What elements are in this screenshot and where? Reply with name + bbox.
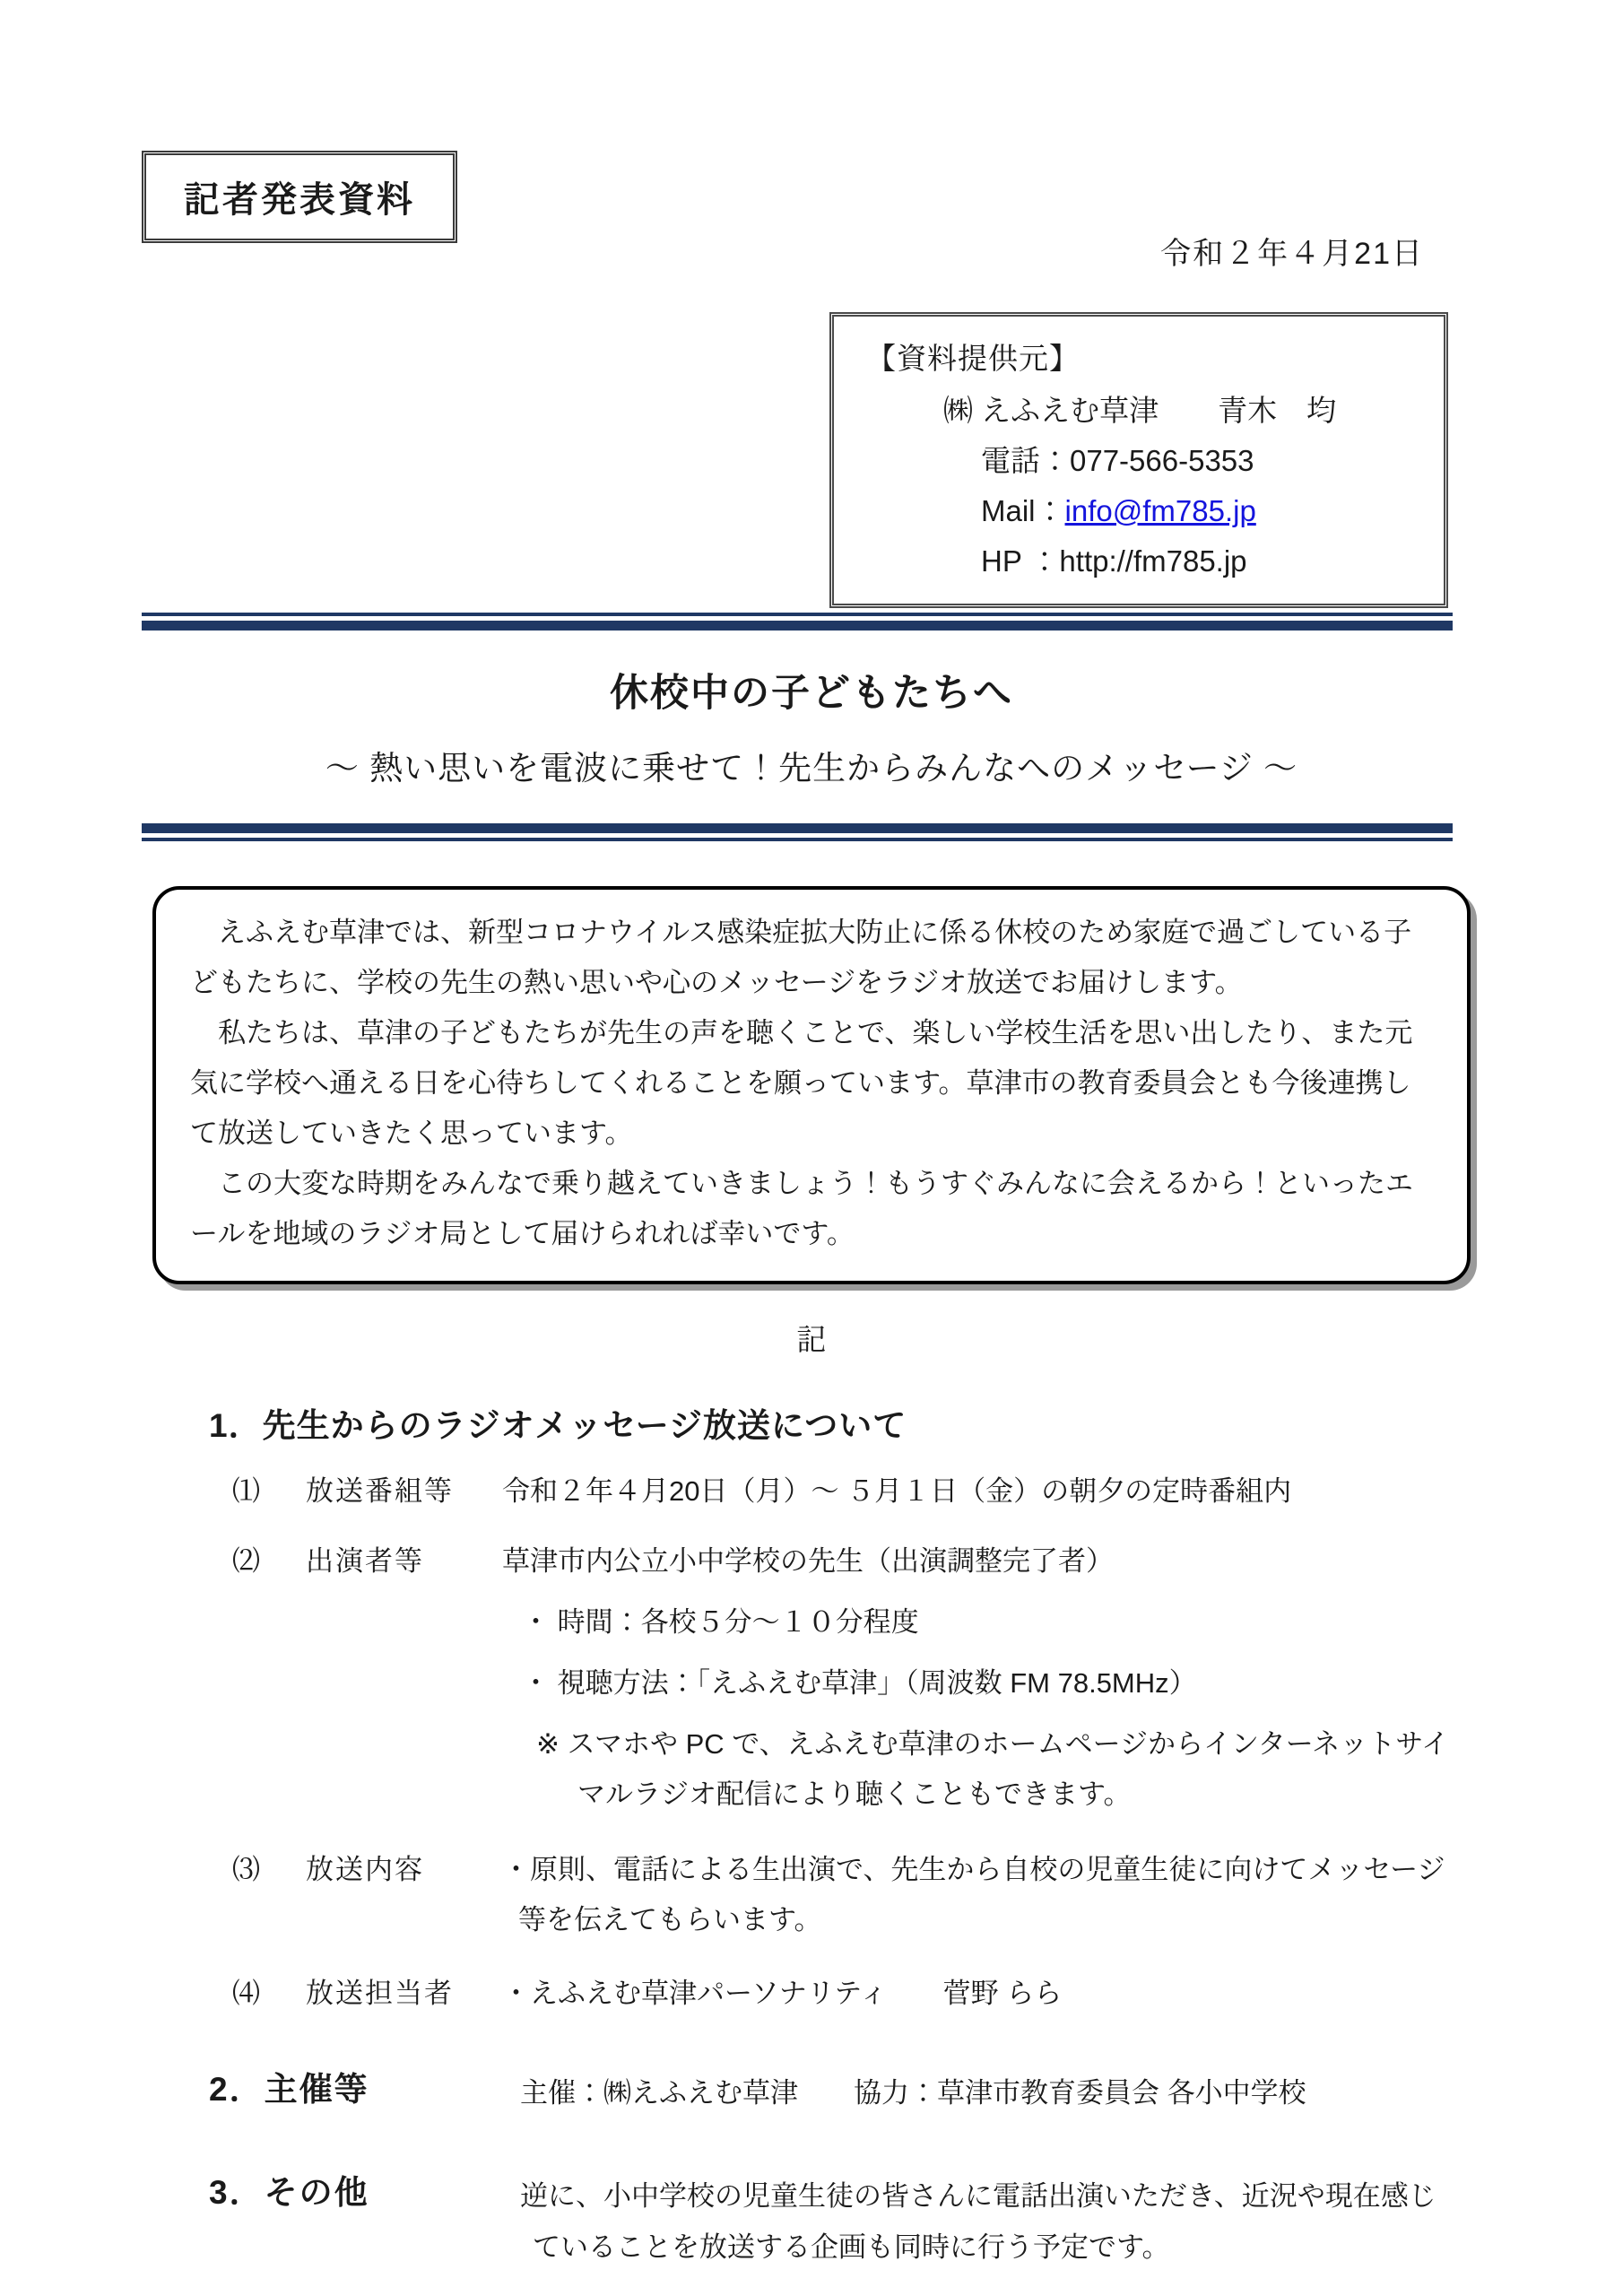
note-line-simulradio: ※ スマホや PC で、えふえむ草津のホームページからインターネットサイマルラジオ配信により聴くこともできます。: [536, 1728, 1450, 1810]
press-stamp-box: [142, 151, 457, 243]
item-row-broadcast-program: [232, 1466, 1453, 1517]
summary-paragraph-1: えふえむ草津では、新型コロナウイルス感染症拡大防止に係る休校のため家庭で過ごしている子どもたちに、学校の先生の熱い思いや心のメッセージをラジオ放送でお届けします。: [190, 917, 1412, 998]
bullet-line-how-to-listen: ・ 視聴方法：「えふえむ草津」（周波数 FM 78.5MHz）: [522, 1667, 1197, 1699]
item-row-broadcast-content: [232, 1845, 1453, 1945]
provider-tel: 電話：077-566-5353: [981, 444, 1254, 477]
item-label: 出演者等: [306, 1545, 424, 1577]
item-value: ・原則、電話による生出演で、先生から自校の児童生徒に向けてメッセージ等を伝えてもらいます。: [502, 1854, 1445, 1935]
item-row-broadcast-personality: [232, 1969, 1453, 2019]
item-label: 放送番組等: [306, 1475, 454, 1507]
hp-url: http://fm785.jp: [1059, 544, 1247, 578]
section1-heading: 1．先生からのラジオメッセージ放送について: [209, 1407, 907, 1444]
mail-link[interactable]: info@fm785.jp: [1064, 494, 1256, 527]
provider-hp-row: [981, 539, 1426, 584]
item-value-line: 草津市内公立小中学校の先生（出演調整完了者）: [502, 1545, 1114, 1577]
summary-paragraph-3: この大変な時期をみんなで乗り越えていきましょう！もうすぐみんなに会えるから！といったエールを地域のラジオ局として届けられれば幸いです。: [190, 1168, 1413, 1249]
summary-paragraph-2: 私たちは、草津の子どもたちが先生の声を聴くことで、楽しい学校生活を思い出したり、また元気に学校へ通える日を心待ちしてくれることを願っています。草津市の教育委員会とも今後連携して放送していきたく思っています。: [190, 1017, 1413, 1149]
provider-company: ㈱ えふえむ草津 青木 均: [943, 394, 1337, 427]
press-stamp-label: 記者発表資料: [184, 180, 415, 220]
provider-box: [829, 312, 1448, 608]
section3-heading: 3．その他: [209, 2174, 369, 2211]
item-number: ⑶: [232, 1854, 260, 1885]
page-title: 休校中の子どもたちへ: [610, 672, 1013, 715]
date-text: 令和２年４月21日: [1160, 237, 1424, 271]
summary-box: [152, 886, 1471, 1284]
provider-heading: 【資料提供元】: [866, 342, 1080, 375]
section3-row-other: [209, 2165, 1453, 2273]
bottom-double-rule: [142, 823, 1453, 841]
item-value: 令和２年４月20日（月）～ ５月１日（金）の朝夕の定時番組内: [502, 1475, 1292, 1507]
section2-heading: 2．主催等: [209, 2071, 369, 2108]
section2-value: 主催：㈱えふえむ草津 協力：草津市教育委員会 各小中学校: [520, 2077, 1306, 2109]
mail-label: Mail：: [981, 494, 1065, 527]
item-number: ⑷: [232, 1978, 260, 2009]
item-number: ⑴: [232, 1475, 260, 1507]
item-label: 放送担当者: [306, 1978, 454, 2009]
item-value: [502, 1536, 1453, 1820]
item-row-performers: [232, 1536, 1453, 1820]
main-content: [0, 613, 1623, 2273]
section3-value: 逆に、小中学校の児童生徒の皆さんに電話出演いただき、近況や現在感じていることを放送する企画も同時に行う予定です。: [520, 2180, 1436, 2263]
item-value: ・えふえむ草津パーソナリティ 菅野 らら: [502, 1978, 1063, 2009]
item-label: 放送内容: [306, 1854, 424, 1885]
section2-row-organizer: [209, 2062, 1453, 2118]
bullet-line-time: ・ 時間：各校５分～１０分程度: [522, 1606, 919, 1638]
item-number: ⑵: [232, 1545, 260, 1577]
hp-label: HP ：: [981, 544, 1060, 578]
top-double-rule: [142, 613, 1453, 631]
provider-mail-row: [981, 489, 1426, 534]
page-subtitle: ～ 熱い思いを電波に乗せて！先生からみんなへのメッセージ ～: [325, 750, 1298, 787]
ki-mark: 記: [796, 1323, 827, 1356]
